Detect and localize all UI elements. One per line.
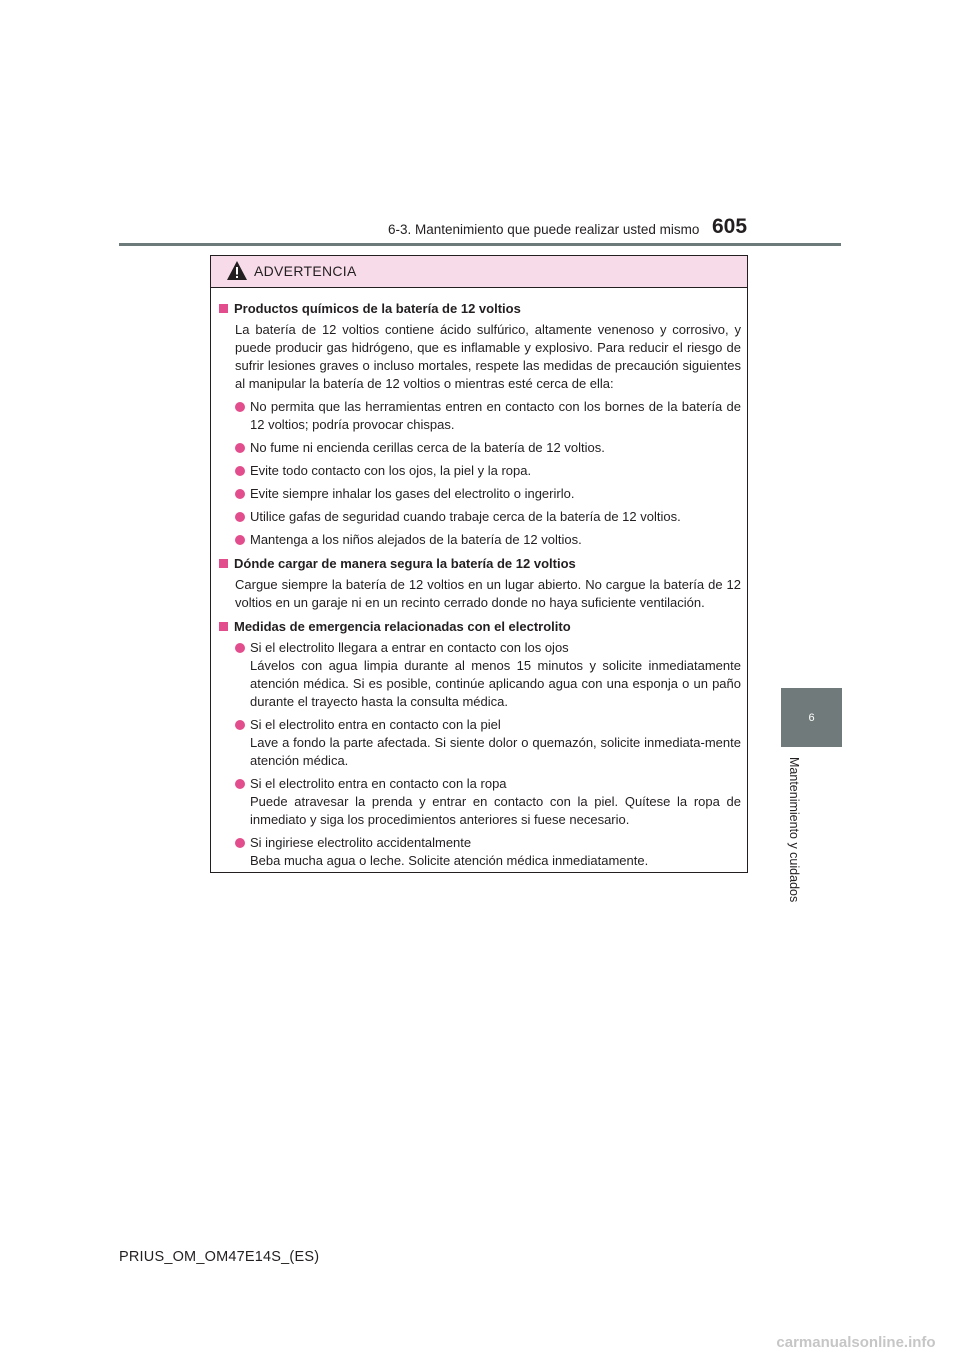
list-item: Evite siempre inhalar los gases del electrolito o ingerirlo.: [235, 485, 741, 503]
chapter-tab: 6: [781, 688, 842, 747]
circle-bullet-icon: [235, 643, 245, 653]
circle-bullet-icon: [235, 402, 245, 412]
item-body: Lávelos con agua limpia durante al menos 15 minutos y solicite inmediatamente atención médica. Si es posible, continúe aplicando agua con una esponja o un paño durante el trayecto hasta la consulta médica.: [250, 658, 741, 709]
circle-bullet-icon: [235, 779, 245, 789]
item-title: Si el electrolito entra en contacto con la ropa: [250, 776, 507, 791]
circle-bullet-icon: [235, 535, 245, 545]
item-title: Si el electrolito llegara a entrar en contacto con los ojos: [250, 640, 569, 655]
circle-bullet-icon: [235, 720, 245, 730]
section-heading: Productos químicos de la batería de 12 voltios: [219, 300, 741, 318]
list-item: [235, 639, 741, 711]
warning-box: [210, 255, 748, 873]
square-bullet-icon: [219, 304, 228, 313]
list-item: [235, 834, 741, 870]
list-item: Mantenga a los niños alejados de la batería de 12 voltios.: [235, 531, 741, 549]
warning-title: ADVERTENCIA: [254, 263, 357, 279]
item-body: Lave a fondo la parte afectada. Si siente dolor o quemazón, solicite inmediata-mente atención médica.: [250, 735, 741, 768]
list-item: No fume ni encienda cerillas cerca de la batería de 12 voltios.: [235, 439, 741, 457]
list-item: [235, 716, 741, 770]
circle-bullet-icon: [235, 466, 245, 476]
list-item: No permita que las herramientas entren en contacto con los bornes de la batería de 12 voltios; podría provocar chispas.: [235, 398, 741, 434]
watermark-link[interactable]: carmanualsonline.info: [776, 1333, 936, 1351]
chapter-title-vertical: Mantenimiento y cuidados: [787, 757, 801, 903]
section-text: Cargue siempre la batería de 12 voltios en un lugar abierto. No cargue la batería de 12 voltios en un garaje ni en un recinto cerrado donde no haya suficiente ventilación.: [235, 577, 741, 610]
warning-triangle-icon: [226, 260, 248, 282]
header-rule: [119, 243, 841, 246]
circle-bullet-icon: [235, 489, 245, 499]
item-body: Puede atravesar la prenda y entrar en contacto con la piel. Quítese la ropa de inmediato y siga los procedimientos anteriores si fuese necesario.: [250, 794, 741, 827]
warning-header: [211, 256, 747, 288]
item-title: Si el electrolito entra en contacto con la piel: [250, 717, 501, 732]
circle-bullet-icon: [235, 512, 245, 522]
section-battery-chemicals: [219, 300, 741, 549]
section-emergency-measures: [219, 618, 741, 870]
circle-bullet-icon: [235, 443, 245, 453]
list-item: [235, 775, 741, 829]
warning-body: [211, 288, 747, 870]
section-heading: Medidas de emergencia relacionadas con el electrolito: [219, 618, 741, 636]
item-title: Si ingiriese electrolito accidentalmente: [250, 835, 472, 850]
section-heading: Dónde cargar de manera segura la batería de 12 voltios: [219, 555, 741, 573]
section-safe-charging: [219, 555, 741, 612]
square-bullet-icon: [219, 622, 228, 631]
list-item: Evite todo contacto con los ojos, la piel y la ropa.: [235, 462, 741, 480]
item-body: Beba mucha agua o leche. Solicite atención médica inmediatamente.: [250, 853, 649, 868]
circle-bullet-icon: [235, 838, 245, 848]
square-bullet-icon: [219, 559, 228, 568]
section-text: La batería de 12 voltios contiene ácido sulfúrico, altamente venenoso y corrosivo, y puede producir gas hidrógeno, que es inflamable y explosivo. Para reducir el riesgo de sufrir lesiones graves o incluso mortales, respete las medidas de precaución siguientes al manipular la batería de 12 voltios o mientras esté cerca de ella:: [235, 322, 741, 391]
footer-document-code: PRIUS_OM_OM47E14S_(ES): [119, 1249, 320, 1265]
list-item: Utilice gafas de seguridad cuando trabaje cerca de la batería de 12 voltios.: [235, 508, 741, 526]
header-section-title: 6-3. Mantenimiento que puede realizar usted mismo: [388, 222, 700, 237]
page-number: 605: [712, 215, 748, 238]
